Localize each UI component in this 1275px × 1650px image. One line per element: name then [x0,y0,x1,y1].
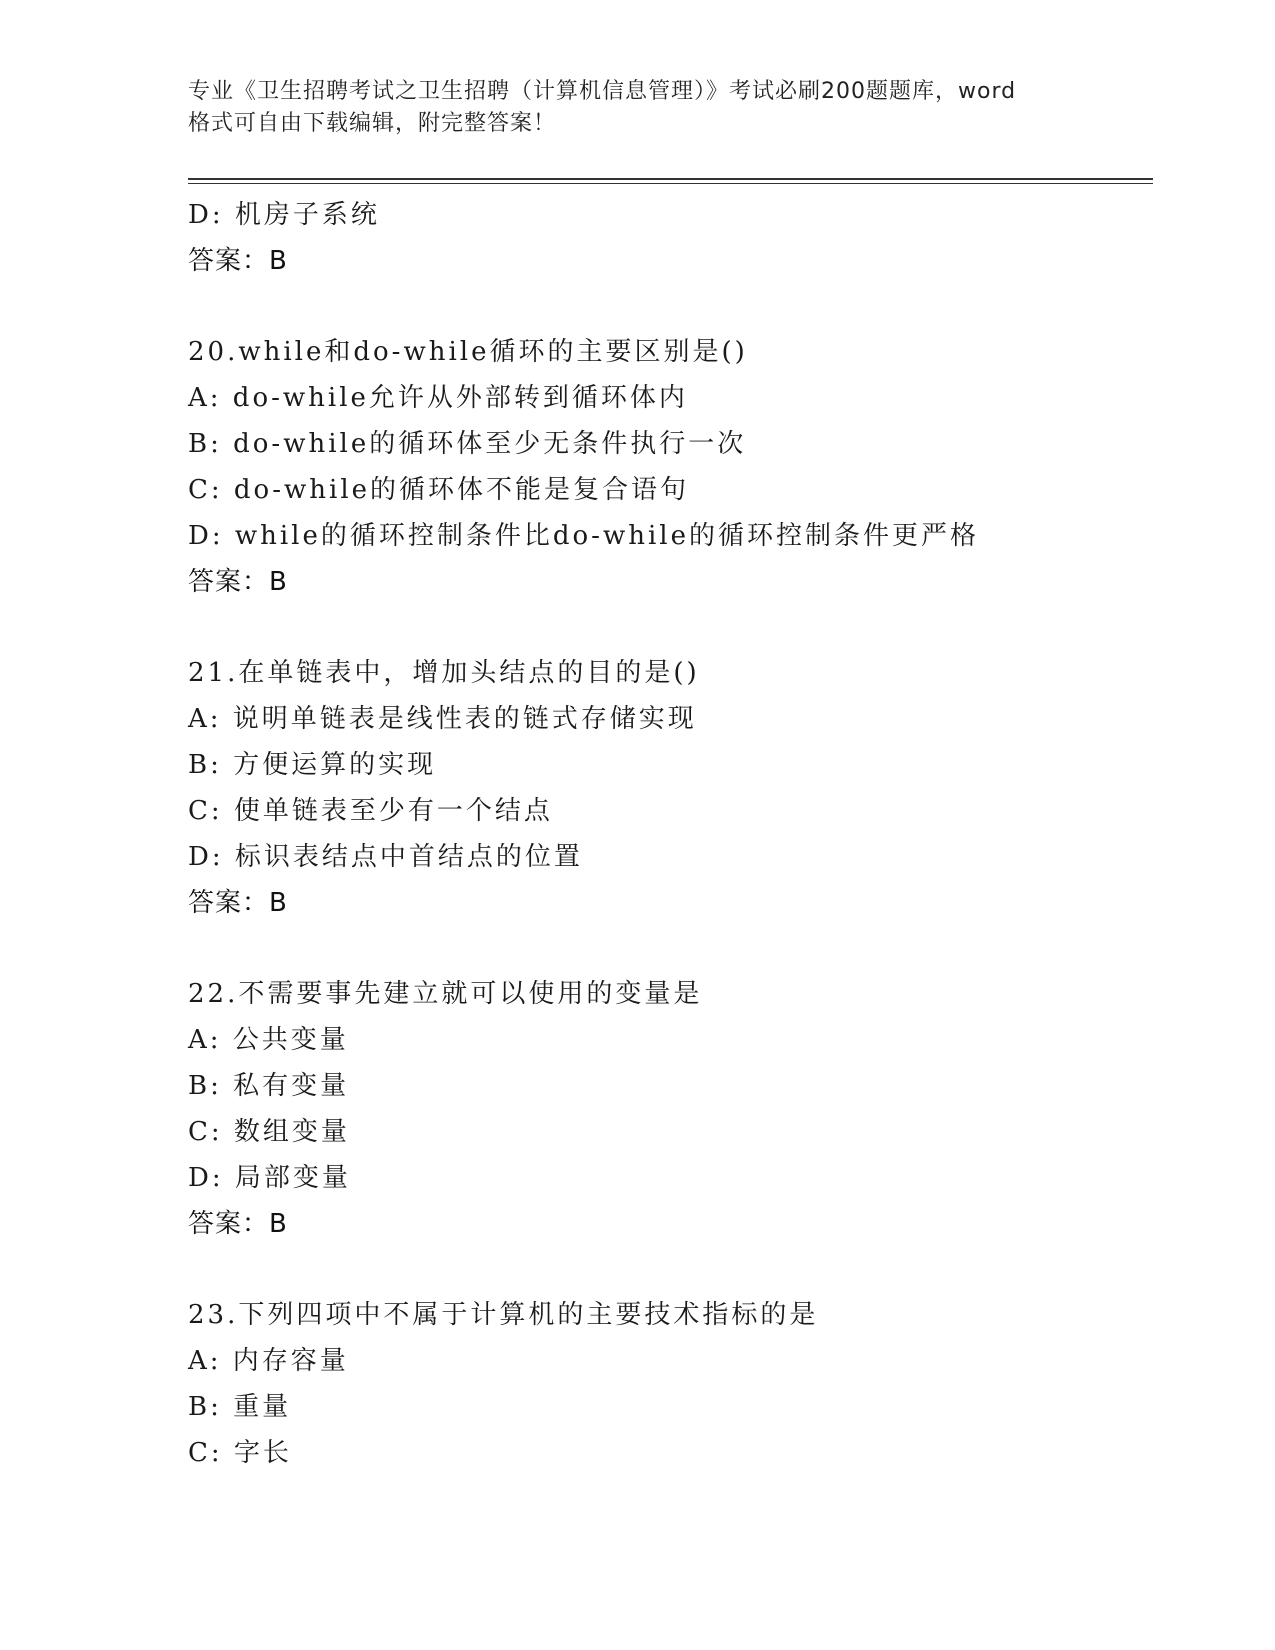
answer: 答案：B [188,1209,288,1239]
header-divider-thick [188,178,1153,180]
option-a: A: 公共变量 [188,1025,349,1055]
option-d: D: 局部变量 [188,1163,351,1193]
question-stem: 20.while和do-while循环的主要区别是() [188,337,748,367]
header-line-1: 专业《卫生招聘考试之卫生招聘（计算机信息管理）》考试必刷200题题库，word [188,79,1017,104]
option-a: A: 内存容量 [188,1346,349,1376]
option-c: C: 数组变量 [188,1117,350,1147]
answer: 答案：B [188,246,288,276]
option-b: B: do-while的循环体至少无条件执行一次 [188,429,747,459]
question-block [188,329,1148,605]
answer: 答案：B [188,888,288,918]
question-block [188,1292,1148,1476]
spacer [188,926,1148,971]
question-stem: 22.不需要事先建立就可以使用的变量是 [188,979,703,1009]
spacer [188,605,1148,650]
spacer [188,1247,1148,1292]
option-c: C: 字长 [188,1438,292,1468]
document-header [188,76,1088,140]
header-divider-thin [188,183,1153,184]
answer: 答案：B [188,567,288,597]
option-b: B: 私有变量 [188,1071,350,1101]
option-b: B: 方便运算的实现 [188,750,437,780]
question-stem: 23.下列四项中不属于计算机的主要技术指标的是 [188,1300,819,1330]
option-a: A: do-while允许从外部转到循环体内 [188,383,688,413]
option-b: B: 重量 [188,1392,292,1422]
option-d: D: while的循环控制条件比do-while的循环控制条件更严格 [188,521,979,551]
option-a: A: 说明单链表是线性表的链式存储实现 [188,704,697,734]
header-line-2: 格式可自由下载编辑，附完整答案！ [188,111,557,136]
question-list [188,192,1148,1476]
option-c: C: 使单链表至少有一个结点 [188,796,553,826]
question-block [188,971,1148,1247]
spacer [188,284,1148,329]
question-block [188,650,1148,926]
option-c: C: do-while的循环体不能是复合语句 [188,475,690,505]
question-stem: 21.在单链表中，增加头结点的目的是() [188,658,700,688]
option-d: D: 标识表结点中首结点的位置 [188,842,583,872]
option-d: D: 机房子系统 [188,200,380,230]
